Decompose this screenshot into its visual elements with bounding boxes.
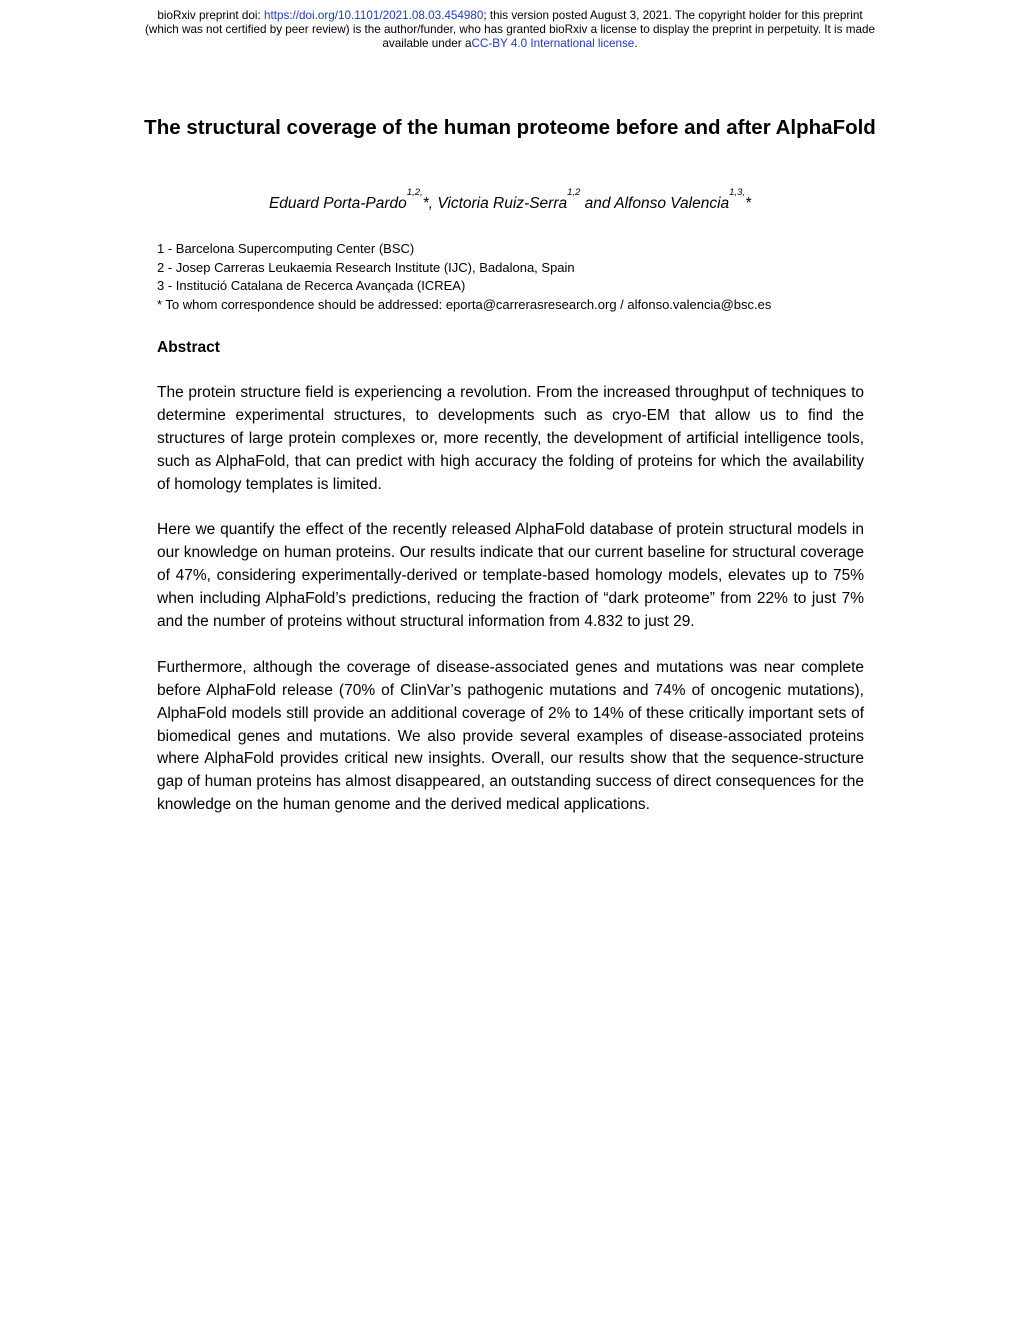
author-list — [140, 187, 880, 215]
affiliation-1: 1 - Barcelona Supercomputing Center (BSC) — [157, 241, 415, 256]
author-2-affiliations: 1,2 — [567, 187, 581, 198]
license-link[interactable]: CC-BY 4.0 International license — [471, 37, 635, 50]
banner-line-1-prefix: bioRxiv preprint doi: — [157, 9, 264, 22]
author-separator: , — [428, 195, 438, 212]
doi-link[interactable]: https://doi.org/10.1101/2021.08.03.454980 — [263, 9, 484, 22]
banner-line-3 — [60, 37, 960, 51]
affiliation-3: 3 - Institució Catalana de Recerca Avançada (ICREA) — [157, 278, 466, 294]
affiliation-list — [157, 240, 877, 315]
banner-line-2: (which was not certified by peer review) is the author/funder, who has granted bioRxiv a license to display the preprint in perpetuity. It is made — [145, 23, 875, 36]
author-3-name: Alfonso Valencia — [614, 195, 730, 212]
preprint-banner — [60, 9, 960, 51]
author-3-corresponding-mark: * — [745, 195, 752, 212]
abstract-paragraph-2: Here we quantify the effect of the recently released AlphaFold database of protein structural models in our knowledge on human proteins. Our results indicate that our current baseline for structural coverage of 47%, considering experimentally-derived or template-based homology models, elevates up to 75% when including AlphaFold’s predictions, reducing the fraction of “dark proteome” from 22% to just 7% and the number of proteins without structural information from 4.832 to just 29. — [157, 521, 864, 631]
abstract-paragraph-1: The protein structure field is experiencing a revolution. From the increased throughput of techniques to determine experimental structures, to developments such as cryo-EM that allow us to find the structures of large protein complexes or, more recently, the development of artificial intelligence tools, such as AlphaFold, that can predict with high accuracy the folding of proteins for which the availability of homology templates is limited. — [157, 384, 864, 493]
correspondence-note: * To whom correspondence should be addressed: eporta@carrerasresearch.org / alfonso.valencia@bsc.es — [157, 297, 772, 313]
abstract-paragraph-3: Furthermore, although the coverage of disease-associated genes and mutations was near complete before AlphaFold release (70% of ClinVar’s pathogenic mutations and 74% of oncogenic mutations), AlphaFold models still provide an additional coverage of 2% to 14% of these critically important sets of biomedical genes and mutations. We also provide several examples of disease-associated proteins where AlphaFold provides critical new insights. Overall, our results show that the sequence-structure gap of human proteins has almost disappeared, an outstanding success of direct consequences for the knowledge on the human genome and the derived medical applications. — [157, 658, 864, 814]
banner-line-3-suffix: . — [634, 37, 638, 50]
author-1-corresponding-mark: * — [422, 195, 429, 212]
banner-line-1 — [60, 9, 960, 23]
banner-line-3-prefix: available under a — [382, 37, 472, 50]
author-1-name: Eduard Porta-Pardo — [268, 195, 407, 212]
affiliation-2: 2 - Josep Carreras Leukaemia Research Institute (IJC), Badalona, Spain — [157, 259, 575, 275]
abstract-body — [157, 382, 864, 840]
author-3-affiliations: 1,3, — [729, 187, 745, 198]
author-2-name: Victoria Ruiz-Serra — [437, 195, 568, 212]
author-separator: and — [580, 195, 615, 212]
author-1-affiliations: 1,2, — [406, 187, 423, 198]
paper-title: The structural coverage of the human proteome before and after AlphaFold — [144, 116, 876, 139]
abstract-heading: Abstract — [157, 339, 220, 356]
banner-line-1-suffix: ; this version posted August 3, 2021. The copyright holder for this preprint — [483, 9, 863, 22]
